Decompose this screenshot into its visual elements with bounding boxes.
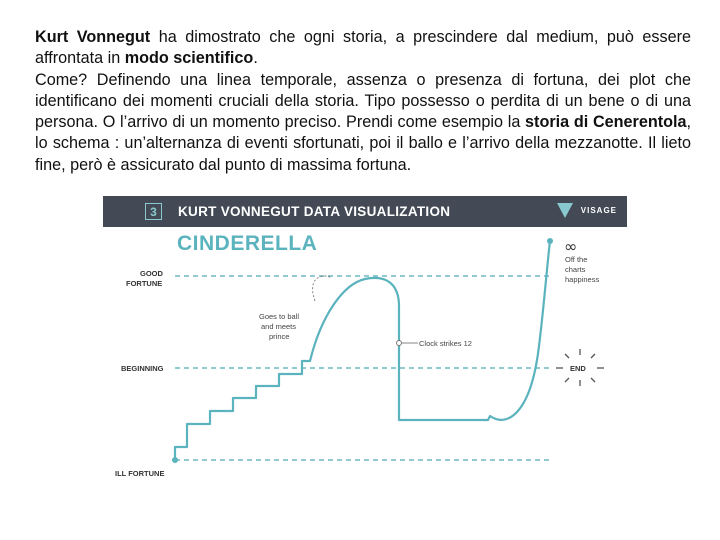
ball-note-2: and meets — [261, 322, 297, 331]
paragraph-1 — [35, 27, 691, 70]
paragraph-1-end: . — [253, 49, 258, 68]
paragraph-2 — [35, 70, 691, 176]
off-charts-note-3: happiness — [565, 275, 600, 284]
start-point — [172, 457, 178, 463]
ill-fortune-label: ILL FORTUNE — [115, 469, 165, 478]
infinity-icon: ∞ — [564, 237, 578, 256]
paragraph-1-text: ha dimostrato che ogni storia, a prescindere dal medium, può essere affrontata in — [35, 28, 691, 68]
cinderella-figure — [103, 196, 627, 490]
ball-note-3: prince — [269, 332, 290, 341]
off-charts-note-1: Off the — [565, 255, 588, 264]
cinderella-emphasis: storia di Cenerentola — [525, 113, 687, 132]
off-charts-note-2: charts — [565, 265, 586, 274]
chart-title: CINDERELLA — [177, 232, 318, 255]
beginning-label: BEGINNING — [121, 364, 164, 373]
story-arc-chart — [103, 196, 627, 490]
vonnegut-name: Kurt Vonnegut — [35, 28, 151, 46]
visage-logo-text: VISAGE — [580, 206, 617, 215]
ball-arrow — [313, 276, 331, 301]
clock-point — [397, 341, 402, 346]
story-curve — [175, 241, 550, 460]
good-fortune-label-1: GOOD — [140, 269, 163, 278]
end-point — [547, 238, 553, 244]
ball-note-1: Goes to ball — [259, 312, 300, 321]
paragraph-2-text: Come? Definendo una linea temporale, assenza o presenza di fortuna, dei plot che identificano dei momenti cruciali della storia. Tipo possesso o perdita di un bene o di una persona. O l’arrivo di un momento preciso. Prendi come esempio la — [35, 70, 691, 132]
banner-title: KURT VONNEGUT DATA VISUALIZATION — [178, 204, 451, 219]
scientific-method-emphasis: modo scientifico — [124, 49, 254, 68]
end-label: END — [570, 364, 586, 373]
figure-number: 3 — [145, 203, 162, 220]
good-fortune-label-2: FORTUNE — [126, 279, 163, 288]
intro-paragraph — [35, 27, 691, 176]
clock-note: Clock strikes 12 — [419, 339, 472, 348]
paragraph-2-end: , lo schema : un’alternanza di eventi sfortunati, poi il ballo e l’arrivo della mezzanotte. Il lieto fine, però è assicurato dal punto di massima fortuna. — [35, 113, 691, 174]
